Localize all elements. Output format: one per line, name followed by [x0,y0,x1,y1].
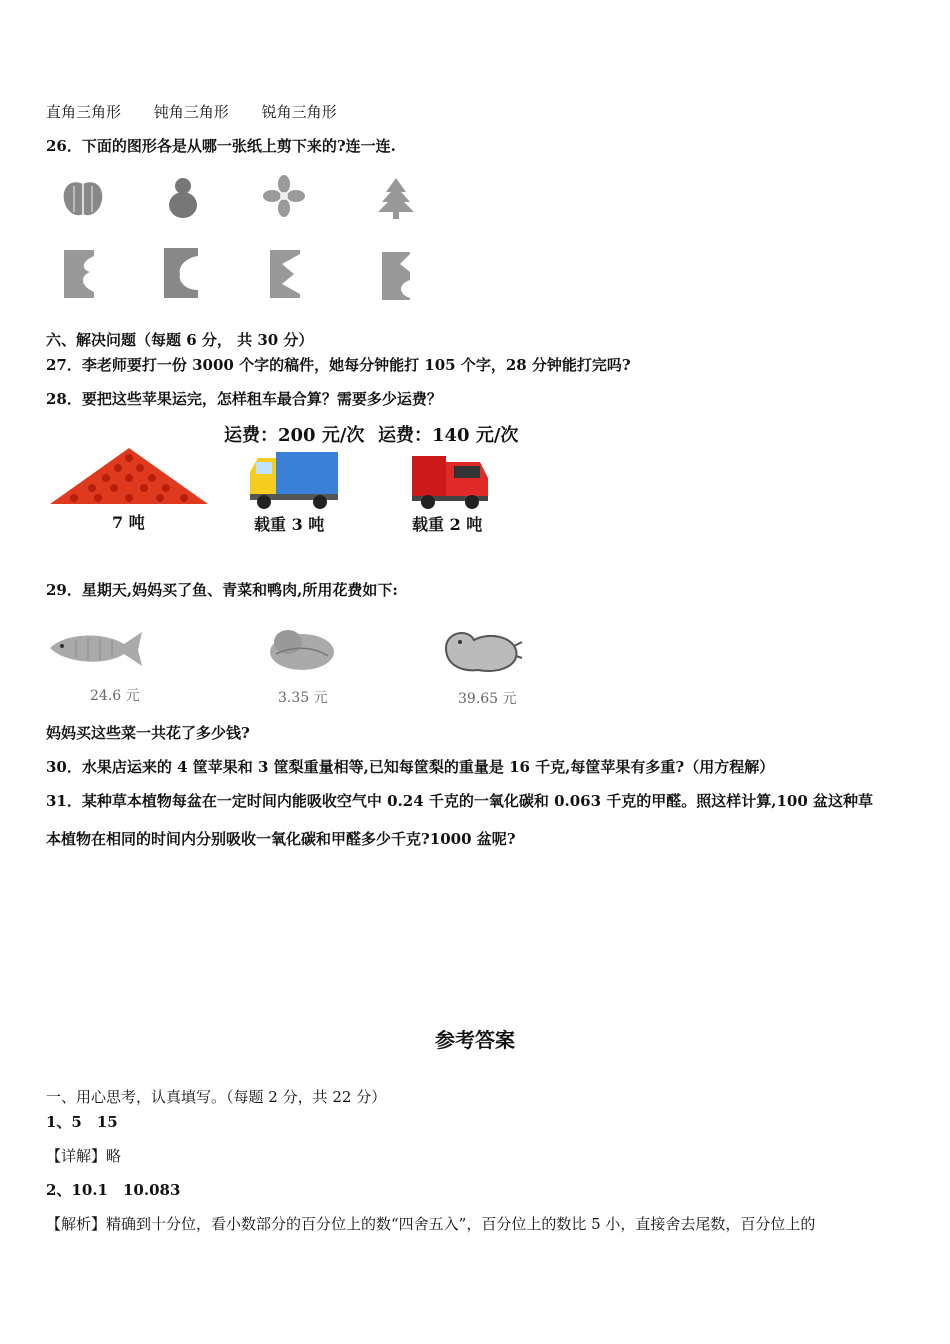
triangle-options [46,102,365,122]
folded-paper-a-icon [62,248,96,300]
answers-title: 参考答案 [435,1028,515,1052]
truck-3t-label: 载重 3 吨 [254,515,325,534]
question-31-line-1: 31．某种草本植物每盆在一定时间内能吸收空气中 0.24 千克的一氧化碳和 0.063 千克的甲醛。照这样计算,100 盆这种草 [46,792,874,810]
answer-2-detail: 【解析】精确到十分位，看小数部分的百分位上的数“四舍五入”，百分位上的数比 5 小，直接舍去尾数，百分位上的 [46,1215,816,1233]
apple-cutout-icon [60,176,106,220]
answer-1: 1、5 15 [46,1113,118,1131]
option-acute-triangle: 锐角三角形 [261,103,337,121]
folded-paper-d-icon [380,250,412,302]
question-31-line-2: 本植物在相同的时间内分别吸收一氧化碳和甲醛多少千克?1000 盆呢? [46,830,516,848]
flower-cutout-icon [262,174,306,218]
fish-price: 24.6 元 [90,688,140,704]
duck-icon [438,622,524,676]
question-27: 27．李老师要打一份 3000 个字的稿件，她每分钟能打 105 个字，28 分钟能打完吗? [46,356,631,374]
section-6-heading: 六、解决问题（每题 6 分， 共 30 分） [46,331,314,349]
apple-pile-icon [48,446,210,508]
duck-price: 39.65 元 [458,691,517,707]
vegetable-price: 3.35 元 [278,690,328,706]
fish-icon [46,626,146,672]
option-right-triangle: 直角三角形 [46,103,122,121]
answer-1-detail: 【详解】略 [46,1147,122,1165]
question-29: 29．星期天,妈妈买了鱼、青菜和鸭肉,所用花费如下: [46,581,398,599]
folded-paper-c-icon [268,248,302,300]
answer-2: 2、10.1 10.083 [46,1181,181,1199]
option-obtuse-triangle: 钝角三角形 [153,103,229,121]
question-30: 30．水果店运来的 4 筐苹果和 3 筐梨重量相等,已知每筐梨的重量是 16 千克,每筐苹果有多重?（用方程解） [46,758,775,776]
question-29-ask: 妈妈买这些菜一共花了多少钱? [46,724,250,742]
folded-paper-b-icon [162,246,200,300]
gourd-cutout-icon [164,174,202,220]
apple-weight-label: 7 吨 [112,513,145,532]
answer-section-1: 一、用心思考，认真填写。（每题 2 分，共 22 分） [46,1088,387,1106]
fee-label-2t: 运费：140 元/次 [378,425,519,446]
vegetable-icon [266,624,336,672]
question-26: 26．下面的图形各是从哪一张纸上剪下来的?连一连. [46,137,396,155]
question-28: 28．要把这些苹果运完，怎样租车最合算？需要多少运费？ [46,390,442,408]
blue-truck-icon [248,450,340,512]
red-truck-icon [410,452,490,512]
tree-cutout-icon [376,176,416,220]
truck-2t-label: 载重 2 吨 [412,515,483,534]
fee-label-3t: 运费：200 元/次 [224,425,365,446]
